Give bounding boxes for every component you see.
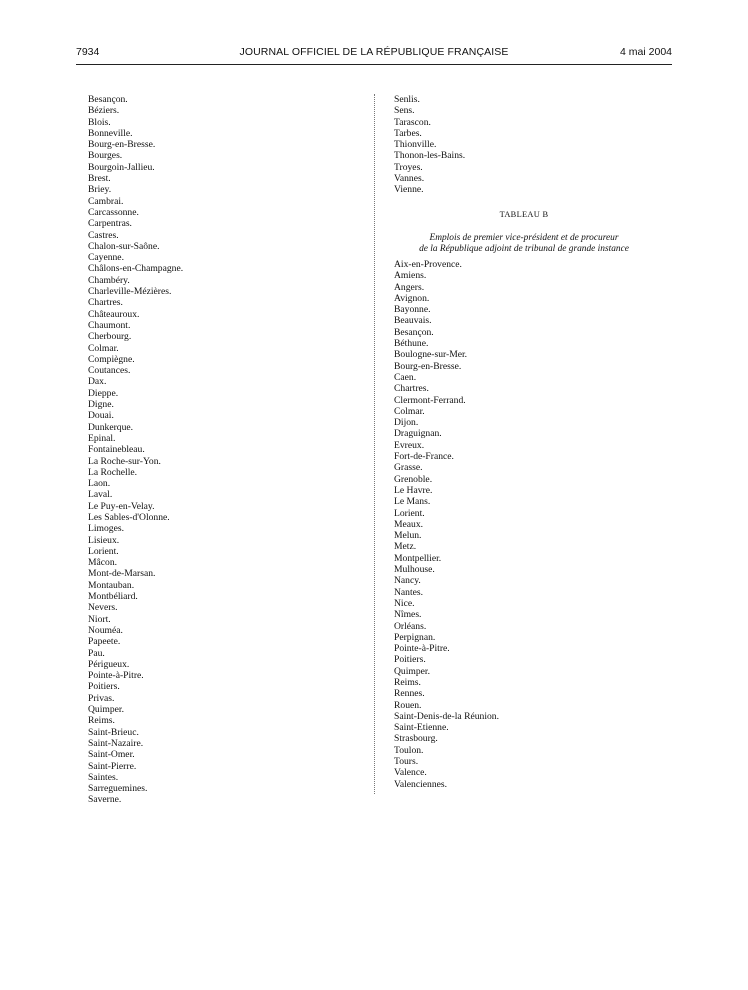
list-item: Bourges. <box>88 150 123 162</box>
list-item: Compiègne. <box>88 353 135 365</box>
list-item: Toulon. <box>394 744 424 756</box>
issue-date: 4 mai 2004 <box>620 46 672 58</box>
list-item: Meaux. <box>394 518 424 530</box>
tableau-caption-line-1: Emplois de premier vice-président et de procureur <box>429 233 619 243</box>
list-item: Chambéry. <box>88 274 130 286</box>
list-item: Dijon. <box>394 417 419 429</box>
list-item: Laval. <box>88 489 113 501</box>
list-item: Orléans. <box>394 620 427 632</box>
list-item: Angers. <box>394 281 425 293</box>
list-item: Epinal. <box>88 432 116 444</box>
list-item: Perpignan. <box>394 631 436 643</box>
list-item: Thionville. <box>394 139 437 151</box>
list-item: Bayonne. <box>394 304 431 316</box>
list-item: Mont-de-Marsan. <box>88 568 156 580</box>
list-item: Chalon-sur-Saône. <box>88 240 160 252</box>
list-item: Carpentras. <box>88 218 132 230</box>
list-item: Montbéliard. <box>88 591 138 603</box>
list-item: Beauvais. <box>394 315 432 327</box>
list-item: Senlis. <box>394 94 420 105</box>
tableau-title: TABLEAU B <box>499 210 549 219</box>
list-item: Nancy. <box>394 575 421 587</box>
list-item: Châteauroux. <box>88 308 140 320</box>
list-item: Laon. <box>88 478 111 490</box>
list-item: Avignon. <box>394 292 430 304</box>
list-item: Valence. <box>394 767 427 779</box>
list-item: Valenciennes. <box>394 778 448 790</box>
list-item: Douai. <box>88 410 114 422</box>
list-item: Chartres. <box>394 383 429 395</box>
list-item: Lorient. <box>394 507 425 519</box>
list-item: Bourg-en-Bresse. <box>88 139 156 151</box>
list-item: Nice. <box>394 597 415 609</box>
list-item: Carcassonne. <box>88 206 139 218</box>
list-item: Cayenne. <box>88 252 124 264</box>
list-item: Fontainebleau. <box>88 444 145 456</box>
list-item: Cherbourg. <box>88 331 132 343</box>
list-item: Mulhouse. <box>394 564 435 576</box>
list-item: Blois. <box>88 116 111 128</box>
list-item: Nîmes. <box>394 609 422 621</box>
list-item: Rouen. <box>394 699 422 711</box>
list-item: Colmar. <box>394 405 425 417</box>
list-item: Besançon. <box>394 326 434 338</box>
left-column-list <box>88 94 183 806</box>
journal-title: JOURNAL OFFICIEL DE LA RÉPUBLIQUE FRANÇAISE <box>239 46 509 58</box>
list-item: Le Puy-en-Velay. <box>88 500 155 512</box>
list-item: Béthune. <box>394 338 429 350</box>
list-item: Poitiers. <box>88 681 120 693</box>
list-item: Saint-Omer. <box>88 749 135 761</box>
list-item: La Roche-sur-Yon. <box>88 455 161 467</box>
list-item: Châlons-en-Champagne. <box>88 263 184 275</box>
list-item: Pointe-à-Pitre. <box>394 643 450 655</box>
list-item: Saint-Nazaire. <box>88 737 144 749</box>
list-item: Brest. <box>88 173 111 185</box>
list-item: Briey. <box>88 184 112 196</box>
list-item: Chaumont. <box>88 319 131 331</box>
list-item: Saint-Etienne. <box>394 722 449 734</box>
list-item: Melun. <box>394 530 422 542</box>
list-item: Le Havre. <box>394 484 433 496</box>
list-item: Dieppe. <box>88 387 119 399</box>
header-rule <box>76 64 672 65</box>
list-item: Quimper. <box>394 665 430 677</box>
list-item: Grasse. <box>394 462 423 474</box>
list-item: Privas. <box>88 692 115 704</box>
list-item: Sens. <box>394 105 415 117</box>
list-item: Fort-de-France. <box>394 451 454 463</box>
list-item: Draguignan. <box>394 428 442 440</box>
right-column-top-list <box>394 94 465 196</box>
list-item: Charleville-Mézières. <box>88 286 172 298</box>
list-item: Troyes. <box>394 161 423 173</box>
list-item: Dax. <box>88 376 107 388</box>
list-item: Coutances. <box>88 365 131 377</box>
list-item: Le Mans. <box>394 496 431 508</box>
list-item: Papeete. <box>88 636 121 648</box>
list-item: Vienne. <box>394 184 424 196</box>
list-item: Thonon-les-Bains. <box>394 150 466 162</box>
tableau-caption <box>390 233 658 255</box>
list-item: Dunkerque. <box>88 421 134 433</box>
list-item: Quimper. <box>88 704 124 716</box>
list-item: Cambrai. <box>88 195 124 207</box>
list-item: Montpellier. <box>394 552 442 564</box>
list-item: Les Sables-d'Olonne. <box>88 511 170 523</box>
list-item: Grenoble. <box>394 473 433 485</box>
list-item: Metz. <box>394 541 417 553</box>
list-item: Tours. <box>394 756 419 768</box>
list-item: Castres. <box>88 229 119 241</box>
list-item: Limoges. <box>88 523 124 535</box>
list-item: Colmar. <box>88 342 119 354</box>
list-item: Evreux. <box>394 439 425 451</box>
list-item: Aix-en-Provence. <box>394 259 462 270</box>
list-item: Bourg-en-Bresse. <box>394 360 462 372</box>
right-column-bottom-list <box>394 259 499 790</box>
list-item: Niort. <box>88 613 111 625</box>
list-item: Besançon. <box>88 94 128 105</box>
list-item: Nantes. <box>394 586 424 598</box>
list-item: Saverne. <box>88 794 122 806</box>
list-item: Bonneville. <box>88 127 133 139</box>
list-item: Caen. <box>394 371 417 383</box>
list-item: Reims. <box>88 715 115 727</box>
list-item: Digne. <box>88 399 114 411</box>
list-item: Périgueux. <box>88 658 130 670</box>
list-item: Tarbes. <box>394 127 422 139</box>
list-item: Nevers. <box>88 602 118 614</box>
list-item: Chartres. <box>88 297 123 309</box>
page-number: 7934 <box>76 46 100 58</box>
list-item: Montauban. <box>88 579 135 591</box>
list-item: Béziers. <box>88 105 120 117</box>
list-item: Bourgoin-Jallieu. <box>88 161 155 173</box>
page-header <box>76 44 672 62</box>
list-item: Vannes. <box>394 173 425 185</box>
column-divider <box>374 94 375 794</box>
list-item: Pau. <box>88 647 105 659</box>
list-item: La Rochelle. <box>88 466 138 478</box>
list-item: Rennes. <box>394 688 425 700</box>
list-item: Sarreguemines. <box>88 783 148 795</box>
list-item: Saint-Pierre. <box>88 760 137 772</box>
list-item: Saintes. <box>88 771 119 783</box>
list-item: Saint-Brieuc. <box>88 726 139 738</box>
list-item: Strasbourg. <box>394 733 438 745</box>
list-item: Pointe-à-Pitre. <box>88 670 144 682</box>
list-item: Boulogne-sur-Mer. <box>394 349 468 361</box>
list-item: Lorient. <box>88 545 119 557</box>
list-item: Amiens. <box>394 270 427 282</box>
list-item: Tarascon. <box>394 116 431 128</box>
list-item: Saint-Denis-de-la Réunion. <box>394 710 499 722</box>
list-item: Mâcon. <box>88 557 118 569</box>
tableau-caption-line-2: de la République adjoint de tribunal de grande instance <box>419 244 629 254</box>
list-item: Nouméa. <box>88 624 123 636</box>
list-item: Lisieux. <box>88 534 120 546</box>
list-item: Poitiers. <box>394 654 426 666</box>
list-item: Clermont-Ferrand. <box>394 394 466 406</box>
list-item: Reims. <box>394 676 421 688</box>
